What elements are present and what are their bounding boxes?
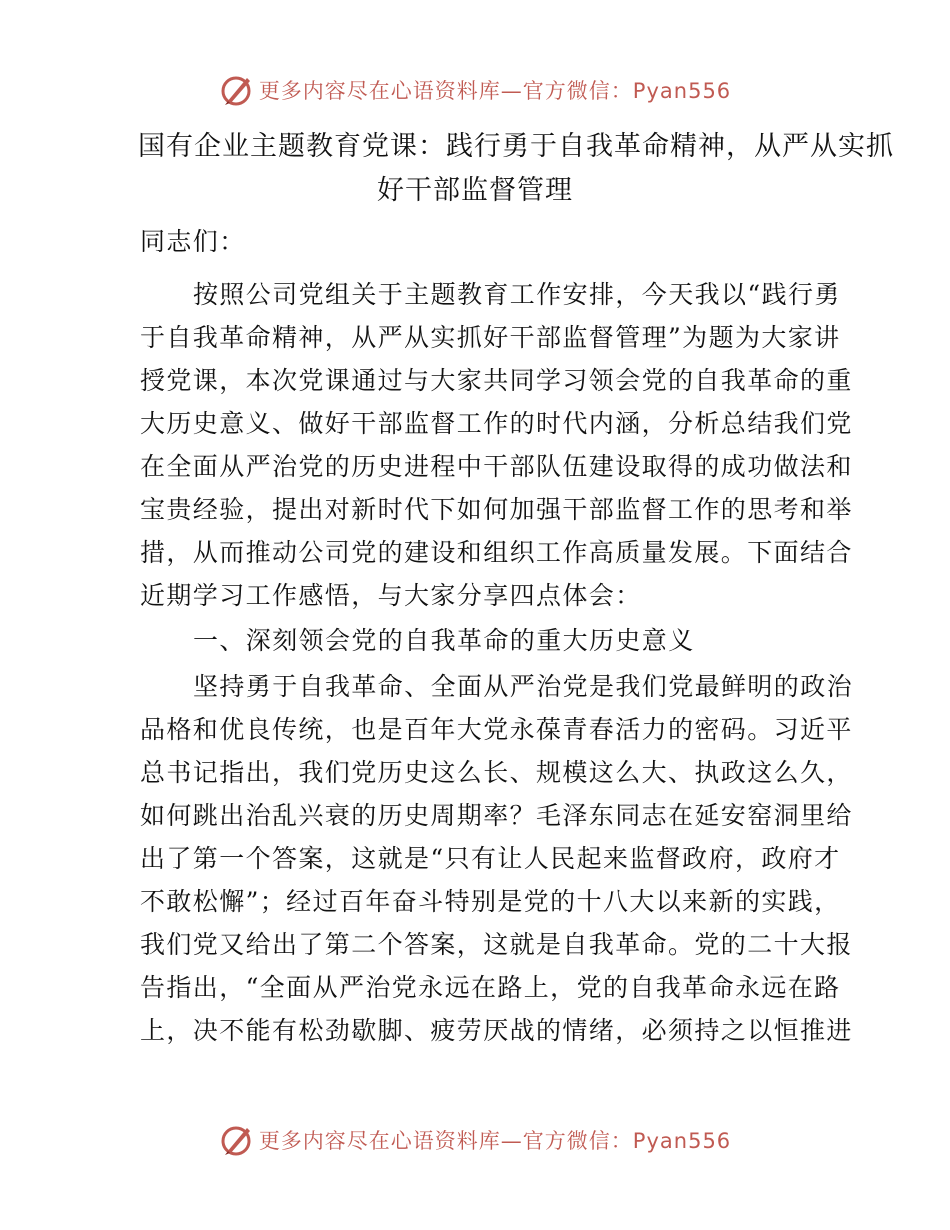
title-line-1: 国有企业主题教育党课：践行勇于自我革命精神，从严从实抓 <box>138 131 894 162</box>
body-line: 品格和优良传统，也是百年大党永葆青春活力的密码。习近平 <box>140 715 853 744</box>
body-line: 出了第一个答案，这就是“只有让人民起来监督政府，政府才 <box>140 844 841 873</box>
footer-watermark-banner <box>0 1118 950 1162</box>
title-line-2: 好干部监督管理 <box>377 175 573 206</box>
body-line: 近期学习工作感悟，与大家分享四点体会： <box>140 581 642 610</box>
body-line: 授党课，本次党课通过与大家共同学习领会党的自我革命的重 <box>140 366 853 395</box>
salutation: 同志们： <box>140 227 246 256</box>
body-line: 宝贵经验，提出对新时代下如何加强干部监督工作的思考和举 <box>140 495 853 524</box>
pen-logo-icon <box>219 72 255 108</box>
body-line: 上，决不能有松劲歇脚、疲劳厌战的情绪，必须持之以恒推进 <box>140 1016 853 1045</box>
body-line: 措，从而推动公司党的建设和组织工作高质量发展。下面结合 <box>140 538 853 567</box>
body-line: 于自我革命精神，从严从实抓好干部监督管理”为题为大家讲 <box>140 323 841 352</box>
body-line: 总书记指出，我们党历史这么长、规模这么大、执政这么久， <box>140 758 853 787</box>
body-line: 我们党又给出了第二个答案，这就是自我革命。党的二十大报 <box>140 930 853 959</box>
body-line: 如何跳出治乱兴衰的历史周期率？毛泽东同志在延安窑洞里给 <box>140 801 853 830</box>
body-line: 不敢松懈”；经过百年奋斗特别是党的十八大以来新的实践， <box>140 887 841 916</box>
section-heading: 一、深刻领会党的自我革命的重大历史意义 <box>193 626 695 655</box>
watermark-text: 更多内容尽在心语资料库—官方微信：Pyan556 <box>258 1129 732 1153</box>
pen-logo-icon <box>219 1122 255 1158</box>
body-line: 大历史意义、做好干部监督工作的时代内涵，分析总结我们党 <box>140 409 853 438</box>
body-line: 坚持勇于自我革命、全面从严治党是我们党最鲜明的政治 <box>193 672 854 701</box>
body-line: 在全面从严治党的历史进程中干部队伍建设取得的成功做法和 <box>140 452 853 481</box>
body-line: 告指出，“全面从严治党永远在路上，党的自我革命永远在路 <box>140 973 841 1002</box>
watermark-text: 更多内容尽在心语资料库—官方微信：Pyan556 <box>258 79 732 103</box>
header-watermark-banner <box>0 68 950 112</box>
body-line: 按照公司党组关于主题教育工作安排，今天我以“践行勇 <box>193 280 841 309</box>
